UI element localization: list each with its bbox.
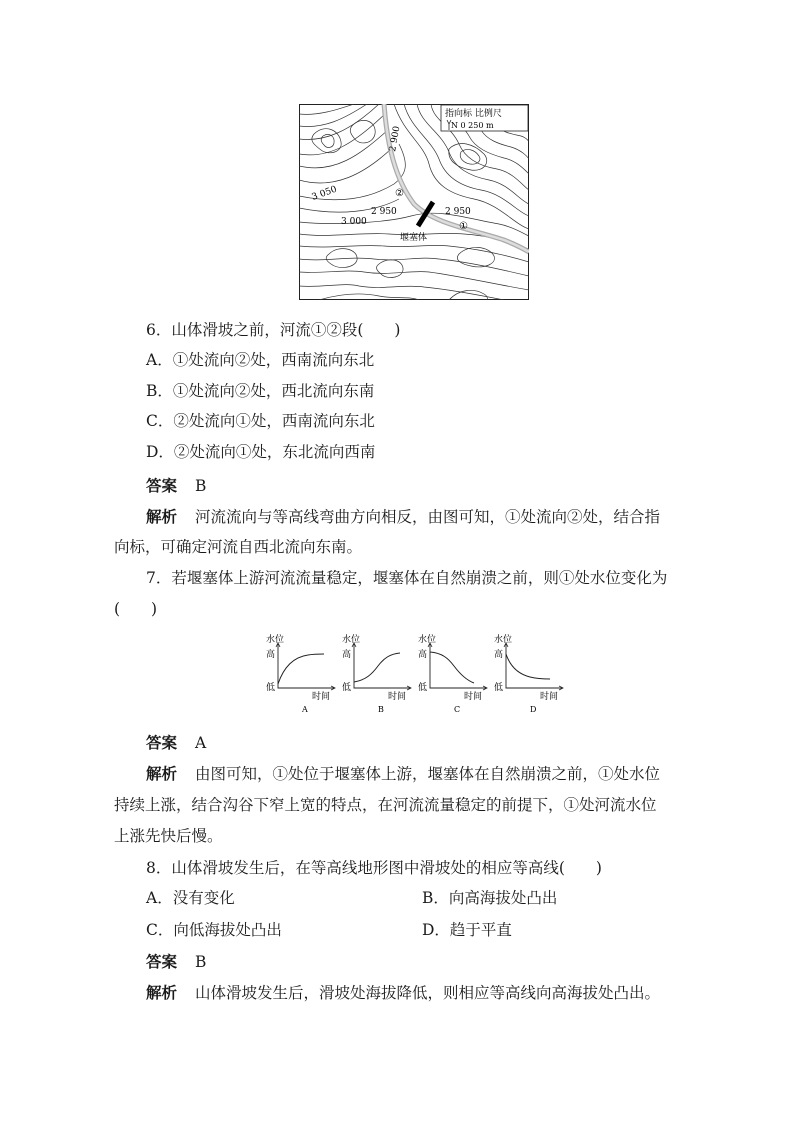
- contour-label-2950-left: 2 950: [371, 207, 397, 217]
- q6-analysis-line-1: [146, 507, 660, 527]
- chart-low: 低: [494, 683, 504, 693]
- chart-xlabel: 时间: [464, 692, 483, 702]
- contour-label-2950-right: 2 950: [445, 207, 471, 217]
- q7-stem-line-1: 7．若堰塞体上游河流流量稳定，堰塞体在自然崩溃之前，则①处水位变化为: [146, 569, 668, 587]
- analysis-label: 解析: [146, 508, 178, 526]
- q8-option-a: A．没有变化: [146, 889, 235, 907]
- river-point-1: ①: [459, 221, 468, 232]
- analysis-label: 解析: [146, 984, 178, 1002]
- river-point-2: ②: [395, 188, 404, 199]
- q8-option-c: C．向低海拔处凸出: [146, 921, 282, 939]
- q7-answer: [146, 733, 206, 753]
- q8-stem: 8．山体滑坡发生后，在等高线地形图中滑坡处的相应等高线( ): [146, 859, 602, 877]
- answer-value: A: [195, 734, 207, 752]
- q7-analysis-line-3: 上涨先快后慢。: [114, 827, 223, 845]
- q6-analysis-line-2: 向标，可确定河流自西北流向东南。: [114, 538, 363, 556]
- chart-ylabel: 水位: [266, 635, 285, 645]
- dam-label: 堰塞体: [400, 233, 428, 243]
- chart-letter: B: [378, 705, 384, 714]
- contour-label-3050: 3 050: [310, 184, 339, 203]
- chart-high: 高: [342, 650, 352, 660]
- chart-low: 低: [342, 683, 352, 693]
- answer-label: 答案: [146, 477, 178, 495]
- chart-xlabel: 时间: [388, 692, 407, 702]
- contour-label-2900: 2 900: [388, 125, 403, 153]
- q8-analysis-line-1: [146, 983, 660, 1003]
- curve-line: [430, 652, 474, 683]
- chart-a: [262, 630, 336, 714]
- chart-high: 高: [494, 650, 504, 660]
- chart-b: [338, 630, 412, 714]
- q8-answer: [146, 952, 206, 972]
- q6-option-d: D．②处流向①处，东北流向西南: [146, 443, 376, 461]
- chart-letter: D: [530, 705, 537, 714]
- answer-value: B: [195, 953, 207, 971]
- chart-c: [414, 630, 488, 714]
- q8-option-d: D．趋于平直: [422, 921, 512, 939]
- analysis-text: 河流流向与等高线弯曲方向相反，由图可知，①处流向②处，结合指: [195, 508, 661, 526]
- answer-value: B: [195, 477, 207, 495]
- curve-line: [354, 653, 400, 682]
- chart-ylabel: 水位: [418, 635, 437, 645]
- chart-d: [490, 630, 564, 714]
- analysis-text: 由图可知，①处位于堰塞体上游，堰塞体在自然崩溃之前，①处水位: [195, 765, 661, 783]
- q7-analysis-line-1: [146, 764, 660, 784]
- q8-option-b: B．向高海拔处凸出: [422, 889, 558, 907]
- chart-high: 高: [266, 650, 276, 660]
- chart-low: 低: [418, 683, 428, 693]
- chart-xlabel: 时间: [312, 692, 331, 702]
- curve-line: [278, 654, 324, 684]
- chart-xlabel: 时间: [540, 692, 559, 702]
- curve-line: [506, 654, 550, 679]
- q6-option-c: C．②处流向①处，西南流向东北: [146, 412, 375, 430]
- answer-label: 答案: [146, 953, 178, 971]
- chart-low: 低: [266, 683, 276, 693]
- answer-label: 答案: [146, 734, 178, 752]
- chart-ylabel: 水位: [342, 635, 361, 645]
- q6-stem: 6．山体滑坡之前，河流①②段( ): [146, 321, 401, 339]
- q7-analysis-line-2: 持续上涨，结合沟谷下窄上宽的特点，在河流流量稳定的前提下，①处河流水位: [114, 796, 657, 814]
- legend-title: 指向标 比例尺: [445, 109, 502, 119]
- q6-option-b: B．①处流向②处，西北流向东南: [146, 382, 375, 400]
- analysis-label: 解析: [146, 765, 178, 783]
- legend-scale: N 0 250 m: [451, 121, 494, 130]
- q6-option-a: A．①处流向②处，西南流向东北: [146, 351, 375, 369]
- q7-stem-line-2: ( ): [114, 600, 158, 618]
- chart-letter: C: [454, 705, 461, 714]
- chart-high: 高: [418, 650, 428, 660]
- chart-letter: A: [302, 705, 308, 714]
- q6-answer: [146, 476, 206, 496]
- chart-ylabel: 水位: [494, 635, 513, 645]
- analysis-text: 山体滑坡发生后，滑坡处海拔降低，则相应等高线向高海拔处凸出。: [195, 984, 661, 1002]
- contour-map: [299, 104, 529, 300]
- contour-label-3000: 3 000: [341, 217, 367, 227]
